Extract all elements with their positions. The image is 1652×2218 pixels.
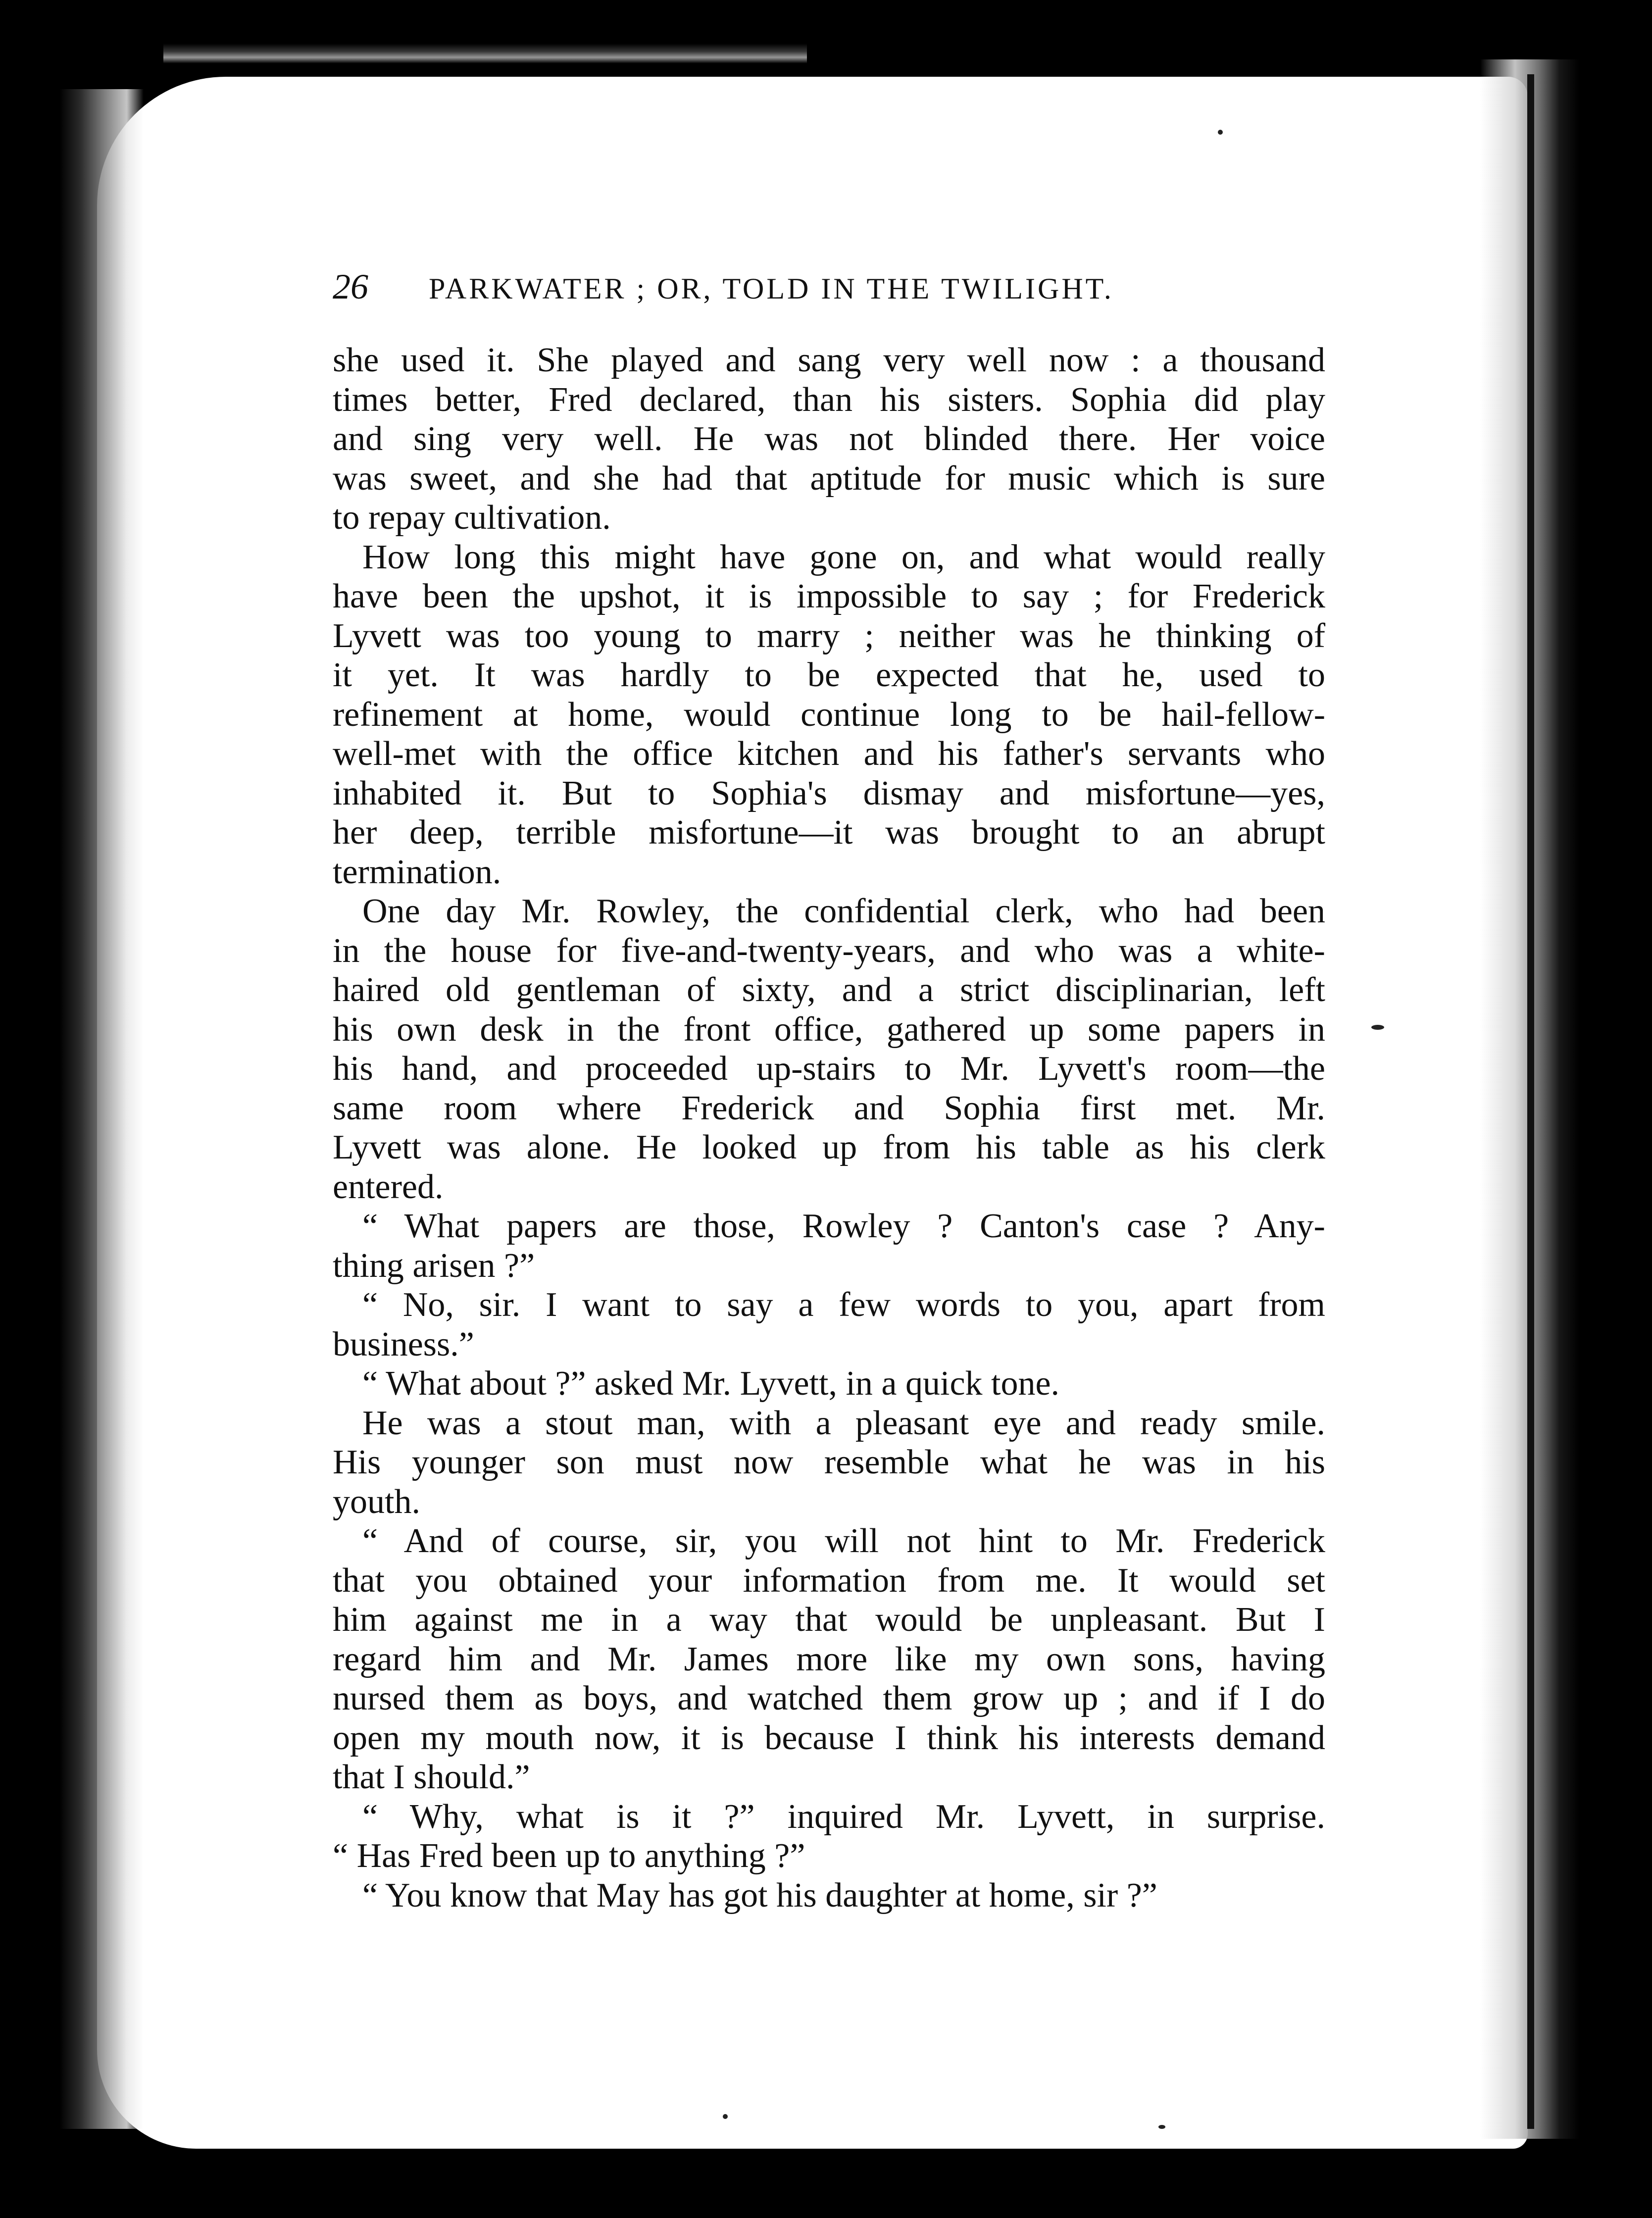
text-line: youth.	[333, 1482, 420, 1521]
text-line: “ Has Fred been up to anything ?”	[333, 1837, 805, 1875]
text-line: “ Why, what is it ?” inquired Mr. Lyvett, in surprise.	[362, 1797, 1325, 1836]
text-line: refinement at home, would continue long to be hail-fellow-	[333, 695, 1325, 734]
text-line: and sing very well. He was not blinded there. Her voice	[333, 420, 1325, 458]
text-line: open my mouth now, it is because I think his interests demand	[333, 1718, 1325, 1757]
text-line: thing arisen ?”	[333, 1246, 535, 1285]
text-line: “ What about ?” asked Mr. Lyvett, in a quick tone.	[362, 1364, 1060, 1403]
page-number: 26	[333, 267, 368, 306]
text-line: it yet. It was hardly to be expected that he, used to	[333, 656, 1325, 694]
text-line: was sweet, and she had that aptitude for music which is sure	[333, 459, 1325, 498]
scan-speck	[1158, 2125, 1165, 2129]
scan-speck	[1371, 1025, 1384, 1030]
text-line: entered.	[333, 1167, 444, 1206]
text-line: in the house for five-and-twenty-years, and who was a white-	[333, 931, 1325, 970]
running-header	[333, 266, 1273, 311]
scan-speck	[723, 2114, 728, 2119]
page-top-shadow	[163, 44, 807, 63]
text-line: times better, Fred declared, than his sisters. Sophia did play	[333, 380, 1325, 419]
text-line: have been the upshot, it is impossible to say ; for Frederick	[333, 577, 1325, 615]
text-line: How long this might have gone on, and what would really	[362, 538, 1325, 576]
running-title: PARKWATER ; OR, TOLD IN THE TWILIGHT.	[429, 272, 1114, 305]
scan-speck	[1218, 130, 1223, 135]
text-line: Lyvett was too young to marry ; neither was he thinking of	[333, 616, 1325, 655]
text-line: his hand, and proceeded up-stairs to Mr. Lyvett's room—the	[333, 1050, 1325, 1088]
text-line: that I should.”	[333, 1758, 530, 1796]
text-line: well-met with the office kitchen and his father's servants who	[333, 735, 1325, 773]
text-line: “ No, sir. I want to say a few words to you, apart from	[362, 1286, 1325, 1324]
page-spine-edge	[1527, 74, 1534, 2129]
text-line: haired old gentleman of sixty, and a strict disciplinarian, left	[333, 971, 1325, 1009]
text-line: her deep, terrible misfortune—it was brought to an abrupt	[333, 813, 1325, 852]
text-line: she used it. She played and sang very well now : a thousand	[333, 341, 1325, 379]
text-line: His younger son must now resemble what he was in his	[333, 1443, 1325, 1481]
text-line: inhabited it. But to Sophia's dismay and misfortune—yes,	[333, 774, 1325, 812]
text-line: One day Mr. Rowley, the confidential clerk, who had been	[362, 892, 1325, 930]
text-line: Lyvett was alone. He looked up from his table as his clerk	[333, 1128, 1325, 1166]
text-line: regard him and Mr. James more like my own sons, having	[333, 1640, 1325, 1678]
text-line: business.”	[333, 1325, 474, 1363]
text-line: to repay cultivation.	[333, 499, 611, 537]
text-line: He was a stout man, with a pleasant eye and ready smile.	[362, 1404, 1325, 1442]
text-line: “ What papers are those, Rowley ? Canton's case ? Any-	[362, 1207, 1325, 1245]
text-line: “ You know that May has got his daughter at home, sir ?”	[362, 1876, 1157, 1915]
text-line: “ And of course, sir, you will not hint to Mr. Frederick	[362, 1522, 1325, 1560]
text-line: his own desk in the front office, gathered up some papers in	[333, 1010, 1325, 1049]
text-line: nursed them as boys, and watched them grow up ; and if I do	[333, 1679, 1325, 1717]
page-left-shadow	[59, 89, 144, 2129]
text-line: that you obtained your information from me. It would set	[333, 1561, 1325, 1600]
text-line: him against me in a way that would be unpleasant. But I	[333, 1601, 1325, 1639]
body-text	[333, 341, 1325, 1915]
text-line: same room where Frederick and Sophia first met. Mr.	[333, 1089, 1325, 1127]
text-line: termination.	[333, 853, 501, 891]
